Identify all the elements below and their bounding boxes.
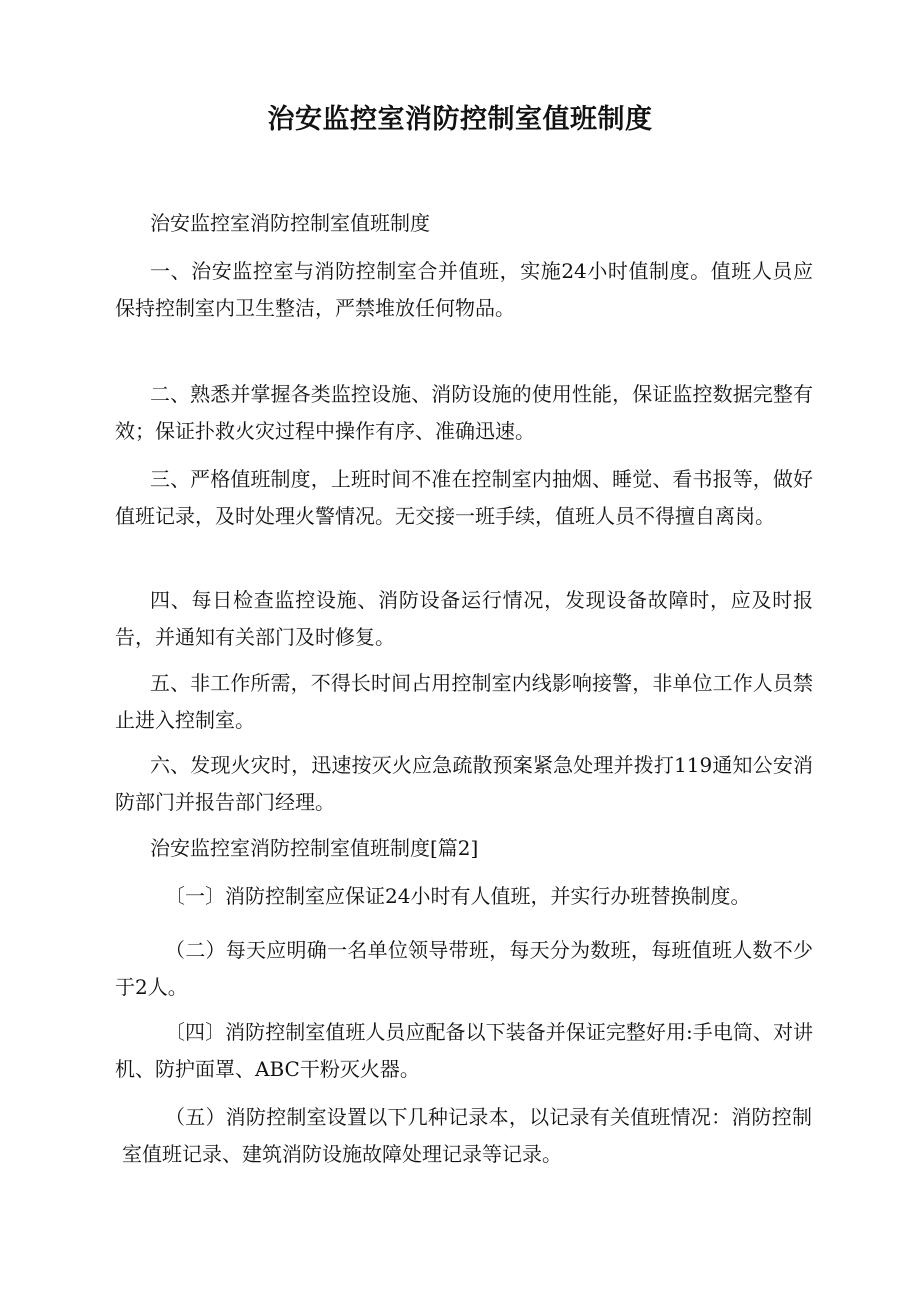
paragraph-2: 二、熟悉并掌握各类监控设施、消防设施的使用性能，保证监控数据完整有效；保证扑救火灾过程中操作有序、准确迅速。	[115, 382, 813, 443]
paragraph-6: 六、发现火灾时，迅速按灭火应急疏散预案紧急处理并拨打119通知公安消防部门并报告部门经理。	[115, 753, 813, 814]
paragraph-5: 五、非工作所需，不得长时间占用控制室内线影响接警，非单位工作人员禁止进入控制室。	[115, 671, 813, 732]
document-title: 治安监控室消防控制室值班制度	[267, 104, 653, 136]
paragraph-7: 〔一〕消防控制室应保证24小时有人值班，并实行办班替换制度。	[165, 884, 751, 908]
subtitle-paragraph: 治安监控室消防控制室值班制度	[150, 211, 430, 235]
section-heading-2: 治安监控室消防控制室值班制度[篇2]	[150, 836, 479, 860]
paragraph-4: 四、每日检查监控设施、消防设备运行情况，发现设备故障时，应及时报告，并通知有关部门及时修复。	[115, 588, 813, 649]
paragraph-9: 〔四〕消防控制室值班人员应配备以下装备并保证完整好用:手电筒、对讲机、防护面罩、ABC干粉灭火器。	[115, 1020, 813, 1081]
paragraph-8: （二）每天应明确一名单位领导带班，每天分为数班，每班值班人数不少于2人。	[115, 938, 813, 999]
paragraph-10: （五）消防控制室设置以下几种记录本，以记录有关值班情况：消防控制室值班记录、建筑消防设施故障处理记录等记录。	[122, 1105, 812, 1166]
paragraph-3: 三、严格值班制度，上班时间不准在控制室内抽烟、睡觉、看书报等，做好值班记录，及时处理火警情况。无交接一班手续，值班人员不得擅自离岗。	[115, 467, 813, 528]
paragraph-1: 一、治安监控室与消防控制室合并值班，实施24小时值制度。值班人员应保持控制室内卫生整洁，严禁堆放任何物品。	[115, 259, 813, 320]
